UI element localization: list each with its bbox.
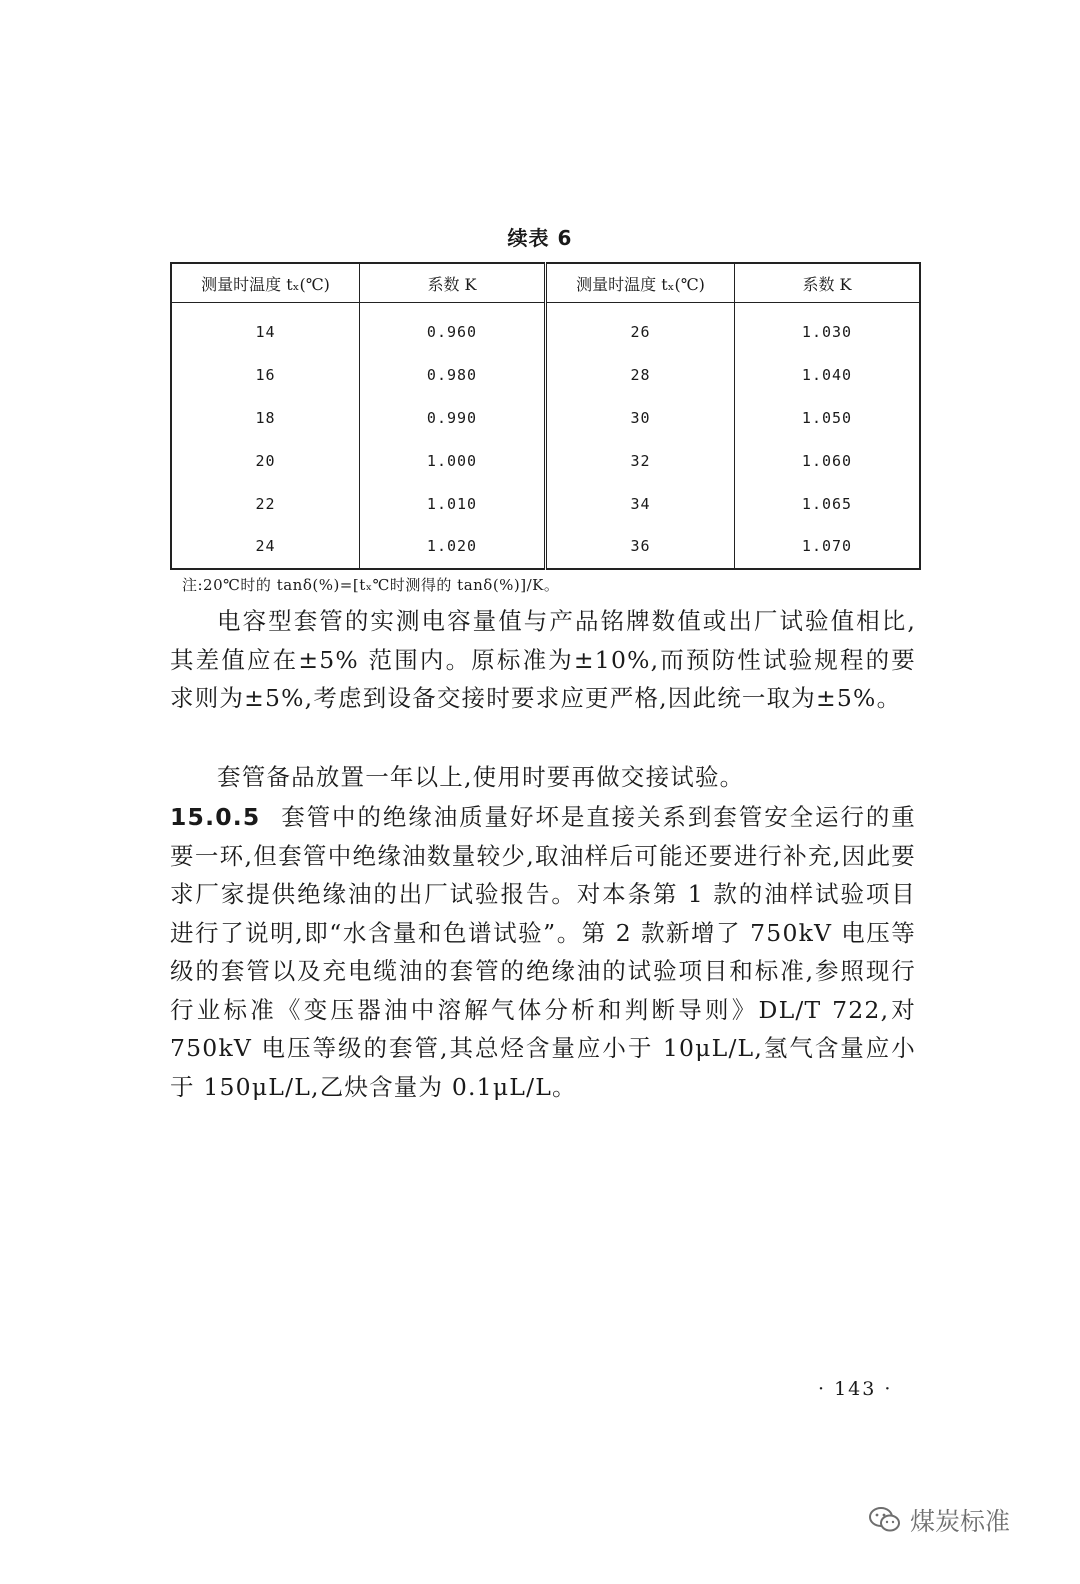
paragraph-capacitance: 电容型套管的实测电容量值与产品铭牌数值或出厂试验值相比,其差值应在±5% 范围内。原标准为±10%,而预防性试验规程的要求则为±5%,考虑到设备交接时要求应更严格,因此统一取为±5%。 xyxy=(170,607,916,712)
table-cell: 1.065 xyxy=(801,494,853,513)
table-cell: 30 xyxy=(546,397,735,440)
watermark-text: 煤炭标准 xyxy=(910,1507,1011,1536)
table-row xyxy=(171,354,920,397)
table-cell: 1.060 xyxy=(801,451,853,470)
wechat-icon xyxy=(868,1505,902,1535)
table-cell: 1.070 xyxy=(801,537,853,556)
table-cell: 0.990 xyxy=(426,408,478,427)
header-coefficient-left: 系数 K xyxy=(360,263,546,303)
table-cell: 20 xyxy=(171,439,360,482)
table-cell: 24 xyxy=(171,525,360,569)
table-cell: 22 xyxy=(171,482,360,525)
table-cell: 1.020 xyxy=(426,537,478,556)
coefficient-table xyxy=(170,262,921,570)
table-cell: 28 xyxy=(546,354,735,397)
page-number: · 143 · xyxy=(818,1378,893,1400)
table-row xyxy=(171,482,920,525)
paragraph-section-15-0-5 xyxy=(170,798,916,1106)
watermark xyxy=(868,1502,1010,1538)
header-temperature-right: 测量时温度 tₓ(℃) xyxy=(546,263,735,303)
table-row xyxy=(171,397,920,440)
table-cell: 14 xyxy=(171,303,360,354)
header-temperature-left: 测量时温度 tₓ(℃) xyxy=(171,263,360,303)
table-cell: 34 xyxy=(546,482,735,525)
table-cell: 1.010 xyxy=(426,494,478,513)
table-cell: 1.030 xyxy=(801,323,853,342)
table-cell: 1.000 xyxy=(426,451,478,470)
table-cell: 1.040 xyxy=(801,366,853,385)
table-cell: 0.960 xyxy=(426,323,478,342)
section-number: 15.0.5 xyxy=(170,803,261,831)
table-cell: 0.980 xyxy=(426,366,478,385)
table-cell: 18 xyxy=(171,397,360,440)
table-row xyxy=(171,303,920,354)
paragraph-spare-bushing: 套管备品放置一年以上,使用时要再做交接试验。 xyxy=(217,763,745,791)
header-coefficient-right: 系数 K xyxy=(735,263,921,303)
table-cell: 32 xyxy=(546,439,735,482)
table-row xyxy=(171,439,920,482)
table-cell: 26 xyxy=(546,303,735,354)
table-header-row xyxy=(171,263,920,303)
table-title: 续表 6 xyxy=(507,226,573,250)
table-row xyxy=(171,525,920,569)
table-cell: 1.050 xyxy=(801,408,853,427)
table-cell: 36 xyxy=(546,525,735,569)
table-note: 注:20℃时的 tanδ(%)=[tₓ℃时测得的 tanδ(%)]/K。 xyxy=(182,576,560,594)
section-text: 套管中的绝缘油质量好坏是直接关系到套管安全运行的重要一环,但套管中绝缘油数量较少,取油样后可能还要进行补充,因此要求厂家提供绝缘油的出厂试验报告。对本条第 1 款的油样试验项目进行了说明,即“水含量和色谱试验”。第 2 款新增了 750kV 电压等级的套管以及充电缆油的套管的绝缘油的试验项目和标准,参照现行行业标准《变压器油中溶解气体分析和判断导则》DL/T 722,对 750kV 电压等级的套管,其总烃含量应小于 10μL/L,氢气含量应小于 150μL/L,乙炔含量为 0.1μL/L。 xyxy=(170,803,916,1101)
table-cell: 16 xyxy=(171,354,360,397)
